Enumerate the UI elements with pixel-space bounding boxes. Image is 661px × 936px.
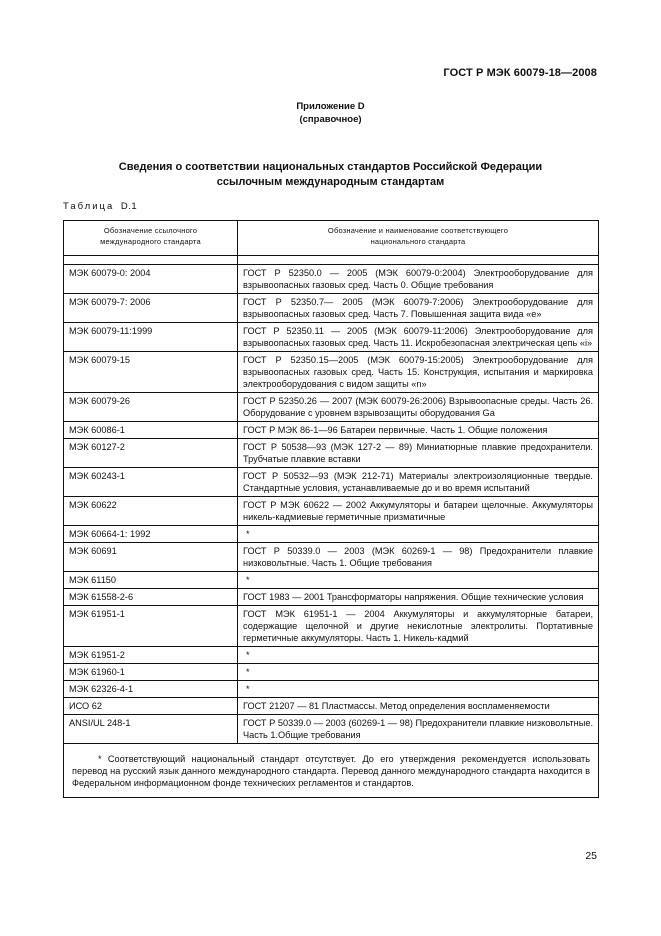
table-caption — [63, 201, 137, 212]
national-standard-cell: * — [238, 526, 599, 543]
header-national-standard — [238, 221, 599, 256]
section-title — [0, 160, 661, 190]
national-standard-cell: ГОСТ Р 52350.0 — 2005 (МЭК 60079-0:2004) Электрооборудование для взрывоопасных газовых сред. Часть 0. Общие требования — [238, 265, 599, 294]
national-standard-cell: * — [238, 664, 599, 681]
national-standard-cell: ГОСТ 21207 — 81 Пластмассы. Метод определения воспламеняемости — [238, 698, 599, 715]
table-row — [64, 572, 599, 589]
international-standard-cell: МЭК 61558-2-6 — [64, 589, 238, 606]
footnote-cell — [64, 744, 599, 798]
table-row — [64, 589, 599, 606]
national-standard-cell: * — [238, 572, 599, 589]
international-standard-cell: ИСО 62 — [64, 698, 238, 715]
international-standard-cell: МЭК 60079-15 — [64, 352, 238, 393]
table-caption-label: Таблица — [63, 201, 115, 212]
header-col2-line-1: Обозначение и наименование соответствующего — [327, 226, 509, 235]
international-standard-cell: МЭК 60243-1 — [64, 468, 238, 497]
table-row — [64, 647, 599, 664]
international-standard-cell: МЭК 60079-0: 2004 — [64, 265, 238, 294]
national-standard-cell: ГОСТ Р МЭК 86-1—96 Батареи первичные. Часть 1. Общие положения — [238, 422, 599, 439]
footnote-row — [64, 744, 599, 798]
national-standard-cell: ГОСТ Р 50538—93 (МЭК 127-2 — 89) Миниатюрные плавкие предохранители. Трубчатые плавкие вставки — [238, 439, 599, 468]
page-number: 25 — [585, 850, 597, 862]
table-row — [64, 497, 599, 526]
international-standard-cell: ANSI/UL 248-1 — [64, 715, 238, 744]
table-row — [64, 294, 599, 323]
international-standard-cell: МЭК 61951-1 — [64, 606, 238, 647]
table-caption-number: D.1 — [120, 201, 138, 212]
table-spacer-row — [64, 256, 599, 265]
table-row — [64, 393, 599, 422]
national-standard-cell: * — [238, 681, 599, 698]
table-header-row — [64, 221, 599, 256]
appendix-heading — [0, 100, 661, 126]
international-standard-cell: МЭК 60622 — [64, 497, 238, 526]
spacer-cell — [64, 256, 238, 265]
table-row — [64, 681, 599, 698]
national-standard-cell: ГОСТ Р МЭК 60622 — 2002 Аккумуляторы и батареи щелочные. Аккумуляторы никель-кадмиевые герметичные призматичные — [238, 497, 599, 526]
international-standard-cell: МЭК 60086-1 — [64, 422, 238, 439]
appendix-type: (справочное) — [299, 114, 362, 125]
section-title-line-2: ссылочным международным стандартам — [216, 176, 445, 188]
header-col1-line-2: международного стандарта — [100, 237, 201, 246]
table-row — [64, 265, 599, 294]
national-standard-cell: * — [238, 647, 599, 664]
national-standard-cell: ГОСТ Р 52350.26 — 2007 (МЭК 60079-26:2006) Взрывоопасные среды. Часть 26. Оборудование с уровнем взрывозащиты оборудования Ga — [238, 393, 599, 422]
footnote-text: * Соответствующий национальный стандарт отсутствует. До его утверждения рекомендуется использовать перевод на русский язык данного международного стандарта. Перевод данного международного стандарта находится в Федеральном информационном фонде технических регламентов и стандартов. — [72, 754, 590, 788]
international-standard-cell: МЭК 60127-2 — [64, 439, 238, 468]
table-row — [64, 606, 599, 647]
table-row — [64, 698, 599, 715]
international-standard-cell: МЭК 60691 — [64, 543, 238, 572]
international-standard-cell: МЭК 61951-2 — [64, 647, 238, 664]
international-standard-cell: МЭК 61960-1 — [64, 664, 238, 681]
header-col1-line-1: Обозначение ссылочного — [103, 226, 198, 235]
international-standard-cell: МЭК 61150 — [64, 572, 238, 589]
national-standard-cell: ГОСТ Р 50339.0 — 2003 (60269-1 — 98) Предохранители плавкие низковольтные. Часть 1.Общие требования — [238, 715, 599, 744]
national-standard-cell: ГОСТ МЭК 61951-1 — 2004 Аккумуляторы и аккумуляторные батареи, содержащие щелочной и другие некислотные электролиты. Портативные герметичные аккумуляторы. Часть 1. Никель-кадмий — [238, 606, 599, 647]
international-standard-cell: МЭК 60079-7: 2006 — [64, 294, 238, 323]
table-row — [64, 526, 599, 543]
international-standard-cell: МЭК 60079-26 — [64, 393, 238, 422]
table-row — [64, 715, 599, 744]
national-standard-cell: ГОСТ Р 52350.7— 2005 (МЭК 60079-7:2006) Электрооборудование для взрывоопасных газовых сред. Часть 7. Повышенная защита вида «е» — [238, 294, 599, 323]
appendix-title: Приложение D — [296, 101, 365, 112]
table-row — [64, 468, 599, 497]
international-standard-cell: МЭК 62326-4-1 — [64, 681, 238, 698]
table-row — [64, 543, 599, 572]
document-code-header: ГОСТ Р МЭК 60079-18—2008 — [443, 67, 597, 79]
header-international-standard — [64, 221, 238, 256]
table-row — [64, 352, 599, 393]
table-row — [64, 323, 599, 352]
national-standard-cell: ГОСТ Р 50532—93 (МЭК 212-71) Материалы электроизоляционные твердые. Стандартные условия, устанавливаемые до и во время испытаний — [238, 468, 599, 497]
national-standard-cell: ГОСТ 1983 — 2001 Трансформаторы напряжения. Общие технические условия — [238, 589, 599, 606]
header-col2-line-2: национального стандарта — [370, 237, 466, 246]
national-standard-cell: ГОСТ Р 52350.15—2005 (МЭК 60079-15:2005) Электрооборудование для взрывоопасных газовых сред. Часть 15. Конструкция, испытания и маркировка электрооборудования с видом защиты «n» — [238, 352, 599, 393]
national-standard-cell: ГОСТ Р 52350.11 — 2005 (МЭК 60079-11:2006) Электрооборудование для взрывоопасных газовых сред. Часть 11. Искробезопасная электрическая цепь «i» — [238, 323, 599, 352]
international-standard-cell: МЭК 60079-11:1999 — [64, 323, 238, 352]
national-standard-cell: ГОСТ Р 50339.0 — 2003 (МЭК 60269-1 — 98) Предохранители плавкие низковольтные. Часть 1. Общие требования — [238, 543, 599, 572]
table-row — [64, 664, 599, 681]
spacer-cell — [238, 256, 599, 265]
section-title-line-1: Сведения о соответствии национальных стандартов Российской Федерации — [118, 161, 543, 173]
table-row — [64, 439, 599, 468]
table-row — [64, 422, 599, 439]
correspondence-table — [63, 220, 599, 798]
international-standard-cell: МЭК 60664-1: 1992 — [64, 526, 238, 543]
